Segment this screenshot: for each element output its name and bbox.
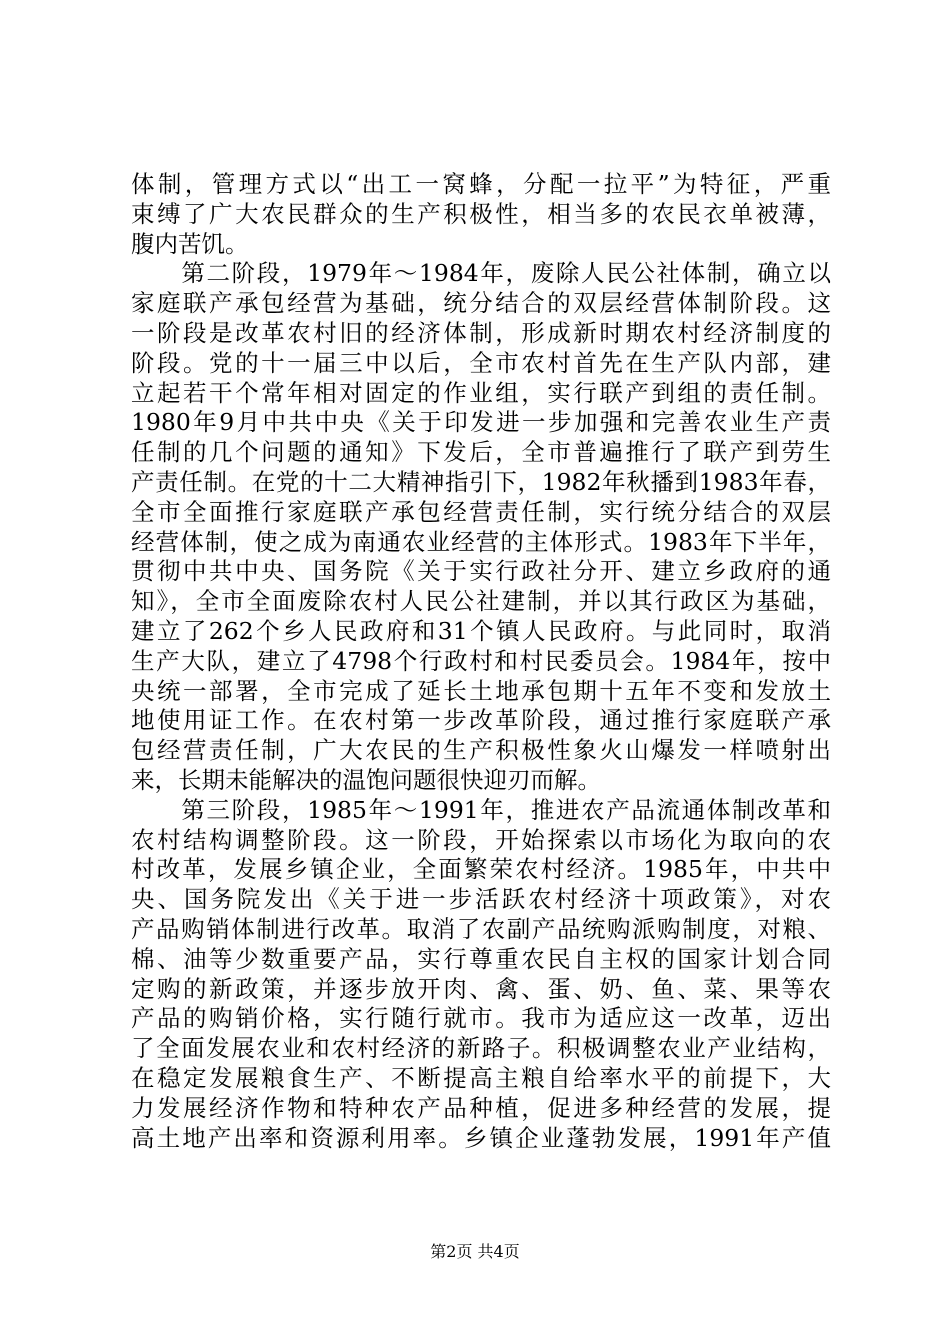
text-line: 定购的新政策，并逐步放开肉、禽、蛋、奶、鱼、菜、果等农	[131, 974, 831, 1003]
text-line: 产品购销体制进行改革。取消了农副产品统购派购制度，对粮、	[131, 914, 831, 943]
text-line: 农村结构调整阶段。这一阶段，开始探索以市场化为取向的农	[131, 825, 831, 854]
text-line: 村改革，发展乡镇企业，全面繁荣农村经济。1985年，中共中	[131, 855, 831, 884]
text-line: 包经营责任制，广大农民的生产积极性象火山爆发一样喷射出	[131, 736, 831, 765]
text-line: 在稳定发展粮食生产、不断提高主粮自给率水平的前提下，大	[131, 1063, 831, 1092]
text-line: 央、国务院发出《关于进一步活跃农村经济十项政策》，对农	[131, 885, 831, 914]
text-line: 建立了262个乡人民政府和31个镇人民政府。与此同时，取消	[131, 616, 831, 645]
text-line: 腹内苦饥。	[131, 229, 249, 258]
text-line: 阶段。党的十一届三中以后，全市农村首先在生产队内部，建	[131, 348, 831, 377]
text-line: 体制，管理方式以“出工一窝蜂，分配一拉平”为特征，严重	[131, 170, 831, 198]
text-line: 了全面发展农业和农村经济的新路子。积极调整农业产业结构，	[131, 1034, 831, 1063]
text-line: 立起若干个常年相对固定的作业组，实行联产到组的责任制。	[131, 378, 831, 407]
page-number-footer: 第2页 共4页	[430, 1242, 520, 1261]
text-line: 第三阶段，1985年～1991年，推进农产品流通体制改革和	[131, 795, 831, 824]
text-line: 产品的购销价格，实行随行就市。我市为适应这一改革，迈出	[131, 1004, 831, 1033]
text-line: 力发展经济作物和特种农产品种植，促进多种经营的发展，提	[131, 1093, 831, 1122]
text-line: 央统一部署，全市完成了延长土地承包期十五年不变和发放土	[131, 676, 831, 705]
text-line: 1980年9月中共中央《关于印发进一步加强和完善农业生产责	[131, 408, 831, 437]
document-body	[131, 170, 831, 1153]
text-line: 来，长期未能解决的温饱问题很快迎刃而解。	[131, 765, 601, 794]
text-line: 地使用证工作。在农村第一步改革阶段，通过推行家庭联产承	[131, 706, 831, 735]
text-line: 一阶段是改革农村旧的经济体制，形成新时期农村经济制度的	[131, 318, 831, 347]
text-line: 全市全面推行家庭联产承包经营责任制，实行统分结合的双层	[131, 497, 831, 526]
text-line: 任制的几个问题的通知》下发后，全市普遍推行了联产到劳生	[131, 438, 831, 467]
text-line: 贯彻中共中央、国务院《关于实行政社分开、建立乡政府的通	[131, 557, 831, 586]
text-line: 知》，全市全面废除农村人民公社建制，并以其行政区为基础，	[131, 587, 831, 616]
text-line: 束缚了广大农民群众的生产积极性，相当多的农民衣单被薄，	[131, 199, 831, 228]
text-line: 经营体制，使之成为南通农业经营的主体形式。1983年下半年，	[131, 527, 831, 556]
text-line: 家庭联产承包经营为基础，统分结合的双层经营体制阶段。这	[131, 289, 831, 318]
text-line: 产责任制。在党的十二大精神指引下，1982年秋播到1983年春，	[131, 467, 831, 496]
text-line: 棉、油等少数重要产品，实行尊重农民自主权的国家计划合同	[131, 944, 831, 973]
text-line: 生产大队，建立了4798个行政村和村民委员会。1984年，按中	[131, 646, 831, 675]
text-line: 第二阶段，1979年～1984年，废除人民公社体制，确立以	[131, 259, 831, 288]
text-line: 高土地产出率和资源利用率。乡镇企业蓬勃发展，1991年产值	[131, 1123, 831, 1152]
